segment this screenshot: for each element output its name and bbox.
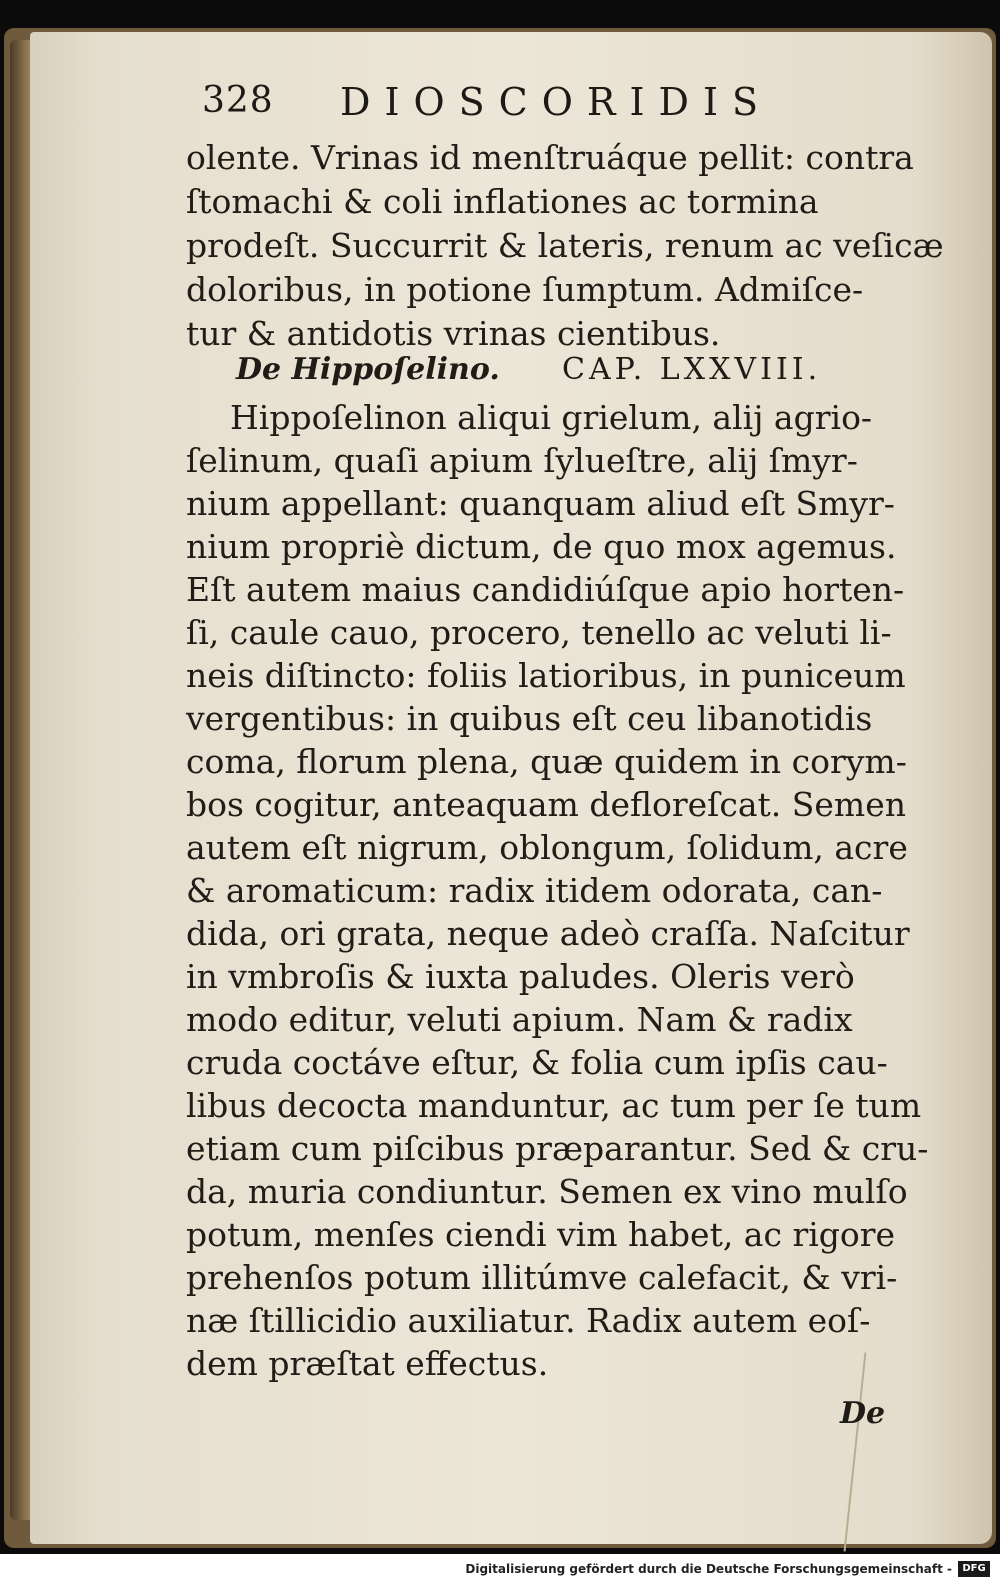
text-line: Hippoſelinon aliqui grielum, alij agrio- (230, 398, 873, 437)
chapter-number: CAP. LXXVIII. (562, 352, 822, 387)
running-head (202, 80, 882, 130)
text-line: prehenſos potum illitúmve calefacit, & vri- (186, 1258, 898, 1297)
catchword: De (840, 1396, 886, 1431)
text-line: coma, florum plena, quæ quidem in corym- (186, 742, 907, 781)
text-line: in vmbroſis & iuxta paludes. Oleris verò (186, 957, 855, 996)
text-line: da, muria condiuntur. Semen ex vino mulſo (186, 1172, 908, 1211)
text-line: doloribus, in potione ſumptum. Admiſce- (186, 270, 864, 309)
text-line: prodeſt. Succurrit & lateris, renum ac veſicæ (186, 226, 944, 265)
text-line: libus decocta manduntur, ac tum per ſe tum (186, 1086, 922, 1125)
dfg-logo: DFG (958, 1561, 990, 1577)
text-line: bos cogitur, anteaquam defloreſcat. Semen (186, 785, 906, 824)
text-line: dem præſtat effectus. (186, 1344, 549, 1383)
text-line: nium propriè dictum, de quo mox agemus. (186, 527, 897, 566)
text-line: neis diſtincto: foliis latioribus, in puniceum (186, 656, 906, 695)
text-line: modo editur, veluti apium. Nam & radix (186, 1000, 853, 1039)
text-line: nium appellant: quanquam aliud eſt Smyr- (186, 484, 895, 523)
digitization-footer (0, 1554, 1000, 1587)
text-line: cruda coctáve eſtur, & folia cum ipſis cau- (186, 1043, 888, 1082)
chapter-heading (236, 352, 896, 396)
text-line: Eſt autem maius candidiúſque apio horten- (186, 570, 905, 609)
page-crease (844, 1352, 867, 1551)
text-line: dida, ori grata, neque adeò craſſa. Naſcitur (186, 914, 910, 953)
text-line: etiam cum piſcibus præparantur. Sed & cru- (186, 1129, 929, 1168)
page-number: 328 (202, 80, 274, 121)
text-line: næ ſtillicidio auxiliatur. Radix autem eoſ- (186, 1301, 871, 1340)
text-line: vergentibus: in quibus eſt ceu libanotidis (186, 699, 873, 738)
running-title: DIOSCORIDIS (340, 80, 773, 124)
text-line: ſi, caule cauo, procero, tenello ac veluti li- (186, 613, 892, 652)
funding-note: Digitalisierung gefördert durch die Deutsche Forschungsgemeinschaft - (465, 1562, 952, 1576)
text-line: ſtomachi & coli inflationes ac tormina (186, 182, 819, 221)
text-line: olente. Vrinas id menſtruáque pellit: contra (186, 138, 914, 177)
chapter-title: De Hippoſelino. (236, 352, 500, 387)
text-line: ſelinum, quaſi apium ſylueſtre, alij ſmyr- (186, 441, 858, 480)
text-line: tur & antidotis vrinas cientibus. (186, 314, 721, 353)
text-line: autem eſt nigrum, oblongum, ſolidum, acre (186, 828, 908, 867)
text-line: & aromaticum: radix itidem odorata, can- (186, 871, 883, 910)
text-line: potum, menſes ciendi vim habet, ac rigore (186, 1215, 896, 1254)
